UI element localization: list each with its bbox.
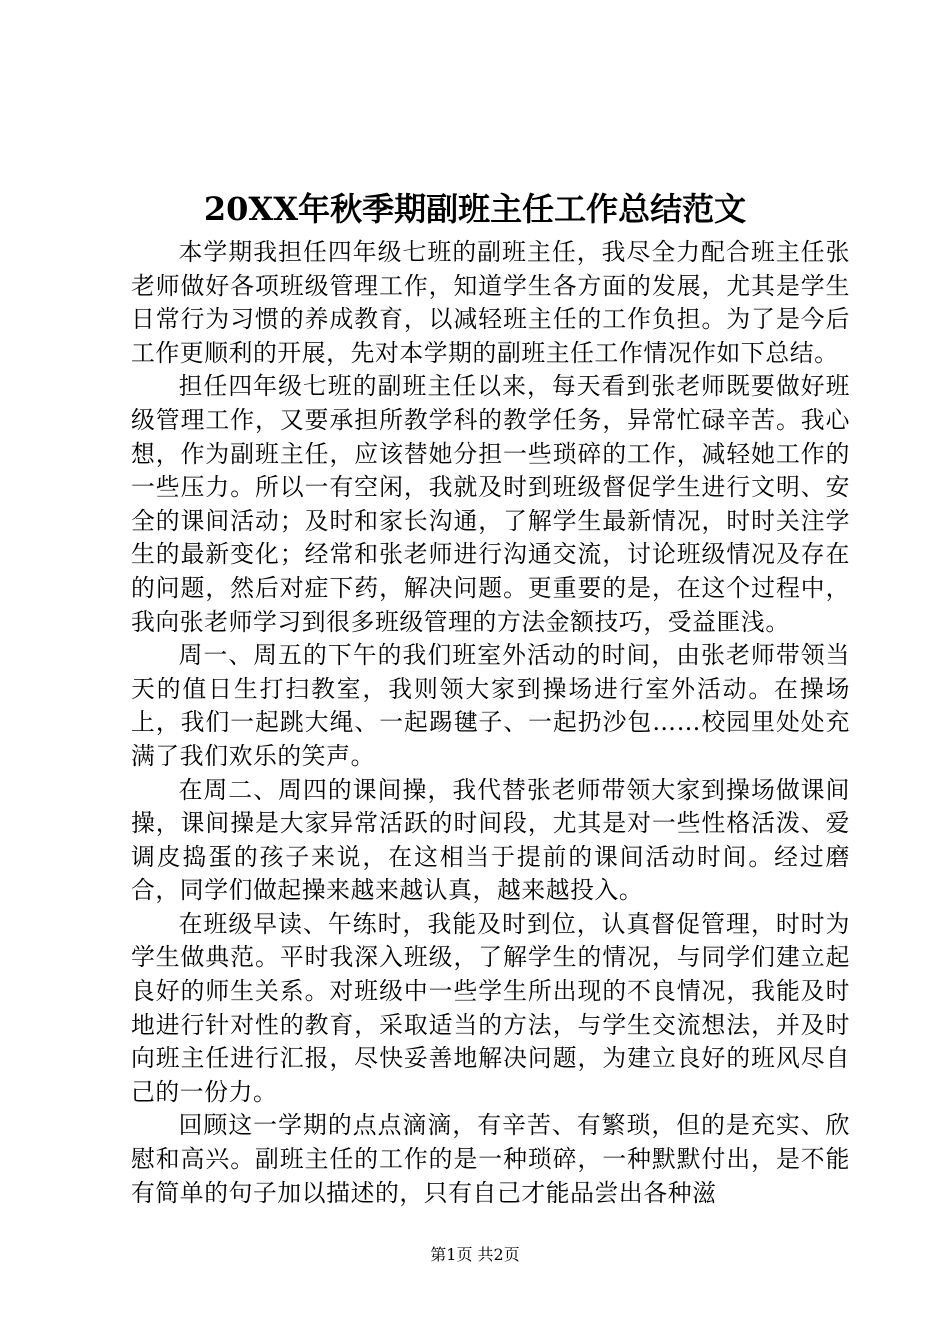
document-body bbox=[131, 236, 850, 1210]
paragraph-6: 回顾这一学期的点点滴滴，有辛苦、有繁琐，但的是充实、欣慰和高兴。副班主任的工作的是一种琐碎，一种默默付出，是不能有简单的句子加以描述的，只有自己才能品尝出各种滋 bbox=[131, 1111, 850, 1207]
paragraph-1: 本学期我担任四年级七班的副班主任，我尽全力配合班主任张老师做好各项班级管理工作，知道学生各方面的发展，尤其是学生日常行为习惯的养成教育，以减轻班主任的工作负担。为了是今后工作更顺利的开展，先对本学期的副班主任工作情况作如下总结。 bbox=[131, 238, 850, 367]
paragraph-3: 周一、周五的下午的我们班室外活动的时间，由张老师带领当天的值日生打扫教室，我则领大家到操场进行室外活动。在操场上，我们一起跳大绳、一起踢毽子、一起扔沙包……校园里处处充满了我们欢乐的笑声。 bbox=[131, 641, 850, 770]
document-title: 20XX年秋季期副班主任工作总结范文 bbox=[203, 190, 747, 228]
page-number-footer: 第1页 共2页 bbox=[430, 1245, 520, 1264]
paragraph-2: 担任四年级七班的副班主任以来，每天看到张老师既要做好班级管理工作，又要承担所教学科的教学任务，异常忙碌辛苦。我心想，作为副班主任，应该替她分担一些琐碎的工作，减轻她工作的一些压力。所以一有空闲，我就及时到班级督促学生进行文明、安全的课间活动；及时和家长沟通，了解学生最新情况，时时关注学生的最新变化；经常和张老师进行沟通交流，讨论班级情况及存在的问题，然后对症下药，解决问题。更重要的是，在这个过程中，我向张老师学习到很多班级管理的方法金额技巧，受益匪浅。 bbox=[131, 372, 850, 636]
paragraph-4: 在周二、周四的课间操，我代替张老师带领大家到操场做课间操，课间操是大家异常活跃的时间段，尤其是对一些性格活泼、爱调皮捣蛋的孩子来说，在这相当于提前的课间活动时间。经过磨合，同学们做起操来越来越认真，越来越投入。 bbox=[131, 775, 850, 905]
paragraph-5: 在班级早读、午练时，我能及时到位，认真督促管理，时时为学生做典范。平时我深入班级，了解学生的情况，与同学们建立起良好的师生关系。对班级中一些学生所出现的不良情况，我能及时地进行针对性的教育，采取适当的方法，与学生交流想法，并及时向班主任进行汇报，尽快妥善地解决问题，为建立良好的班风尽自己的一份力。 bbox=[131, 909, 850, 1106]
